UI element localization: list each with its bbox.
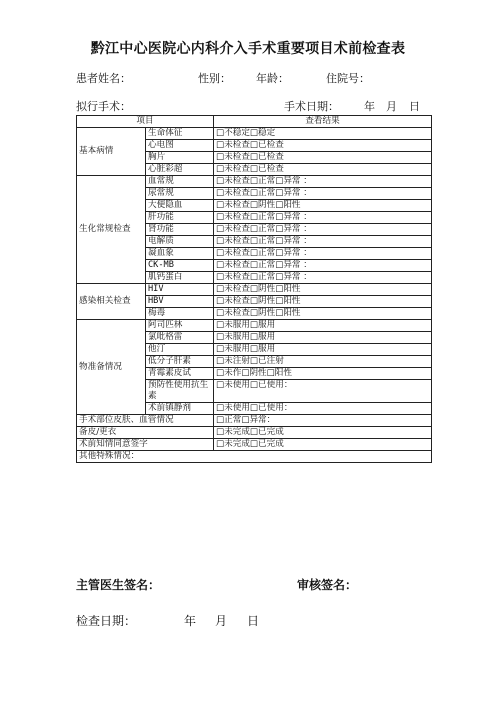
- surgery-date-year: 年: [364, 100, 375, 113]
- row-result[interactable]: □未使用□已使用：: [214, 380, 432, 403]
- row-result[interactable]: □不稳定□稳定: [214, 128, 432, 140]
- row-item: HBV: [146, 296, 214, 308]
- row-result[interactable]: □未完成□已完成: [214, 427, 432, 439]
- row-result[interactable]: □未检查□正常□异常 ：: [214, 260, 432, 272]
- row-item: 手术部位皮肤、血管情况: [77, 415, 214, 427]
- row-item: 肾功能: [146, 224, 214, 236]
- row-item: 青霉素皮试: [146, 368, 214, 380]
- row-result[interactable]: □未使用□已使用：: [214, 403, 432, 415]
- col-item-header: 项目: [77, 116, 214, 128]
- row-result[interactable]: □未检查□正常□异常 ：: [214, 176, 432, 188]
- row-item: 梅毒: [146, 308, 214, 320]
- row-item: 肝功能: [146, 212, 214, 224]
- table-row: [77, 415, 432, 427]
- form-title: 黔江中心医院心内科介入手术重要项目术前检查表: [90, 41, 406, 57]
- row-item: 氯吡格雷: [146, 332, 214, 344]
- gender-label: 性别：: [198, 72, 231, 85]
- check-date-label: 检查日期：: [76, 614, 137, 628]
- row-result[interactable]: □未检查□正常□异常 ：: [214, 224, 432, 236]
- row-item: 他汀: [146, 344, 214, 356]
- row-result[interactable]: □未检查□阴性□阳性: [214, 284, 432, 296]
- row-result[interactable]: □未检查□阴性□阳性: [214, 200, 432, 212]
- row-item: 胸片: [146, 152, 214, 164]
- row-result[interactable]: □未服用□服用: [214, 344, 432, 356]
- row-item: 阿司匹林: [146, 320, 214, 332]
- table-row: [77, 128, 432, 140]
- row-item: 血常规: [146, 176, 214, 188]
- row-result[interactable]: □未完成□已完成: [214, 439, 432, 451]
- row-result[interactable]: □未检查□已检查: [214, 164, 432, 176]
- row-result[interactable]: □未检查□正常□异常 ：: [214, 272, 432, 284]
- other-notes-row: [77, 451, 432, 463]
- row-item: 预防性使用抗生素: [146, 380, 214, 403]
- row-item: 生命体征: [146, 128, 214, 140]
- row-result[interactable]: □正常□异常：: [214, 415, 432, 427]
- row-result[interactable]: □未服用□服用: [214, 320, 432, 332]
- row-result[interactable]: □未注射□已注射: [214, 356, 432, 368]
- row-item: HIV: [146, 284, 214, 296]
- row-item: 肌钙蛋白: [146, 272, 214, 284]
- table-row: [77, 284, 432, 296]
- table-row: [77, 176, 432, 188]
- row-item: 心脏彩超: [146, 164, 214, 176]
- row-result[interactable]: □未服用□服用: [214, 332, 432, 344]
- row-result[interactable]: □未检查□阴性□阳性: [214, 296, 432, 308]
- row-item: 尿常规: [146, 188, 214, 200]
- row-item: CK-MB: [146, 260, 214, 272]
- table-header-row: [77, 116, 432, 128]
- row-result[interactable]: □未检查□已检查: [214, 140, 432, 152]
- review-sign-label: 审核签名：: [297, 578, 358, 592]
- surgery-date-day: 日: [409, 100, 420, 113]
- table-row: [77, 320, 432, 332]
- check-date-month: 月: [215, 614, 228, 628]
- group-basic: 基本病情: [77, 128, 146, 176]
- row-result[interactable]: □未检查□正常□异常 ：: [214, 236, 432, 248]
- check-date-year: 年: [184, 614, 197, 628]
- surgery-date-month: 月: [386, 100, 397, 113]
- row-item: 心电图: [146, 140, 214, 152]
- row-result[interactable]: □未检查□正常□异常 ：: [214, 248, 432, 260]
- row-item: 电解质: [146, 236, 214, 248]
- row-item: 术前镇静剂: [146, 403, 214, 415]
- table-row: [77, 427, 432, 439]
- row-item: 大便隐血: [146, 200, 214, 212]
- col-result-header: 查看结果: [214, 116, 432, 128]
- group-drug: 物准备情况: [77, 320, 146, 415]
- preop-check-table: [76, 115, 432, 463]
- other-notes-field[interactable]: 其他特殊情况：: [77, 451, 432, 463]
- row-result[interactable]: □未检查□已检查: [214, 152, 432, 164]
- check-date-day: 日: [247, 614, 260, 628]
- row-item: 术前知情同意签字: [77, 439, 214, 451]
- patient-name-label: 患者姓名：: [76, 72, 131, 85]
- row-result[interactable]: □未作□阴性□阳性: [214, 368, 432, 380]
- surgery-date-label: 手术日期：: [284, 100, 339, 113]
- age-label: 年龄：: [256, 72, 289, 85]
- group-infection: 感染相关检查: [77, 284, 146, 320]
- row-result[interactable]: □未检查□正常□异常 ：: [214, 212, 432, 224]
- row-result[interactable]: □未检查□正常□异常 ：: [214, 188, 432, 200]
- planned-surgery-label: 拟行手术：: [76, 100, 131, 113]
- row-result[interactable]: □未检查□阴性□阳性: [214, 308, 432, 320]
- doctor-sign-label: 主管医生签名：: [76, 578, 161, 592]
- row-item: 凝血象: [146, 248, 214, 260]
- row-item: 低分子肝素: [146, 356, 214, 368]
- inpatient-no-label: 住院号：: [326, 72, 370, 85]
- table-row: [77, 439, 432, 451]
- row-item: 备皮/更衣: [77, 427, 214, 439]
- group-biochem: 生化常规检查: [77, 176, 146, 284]
